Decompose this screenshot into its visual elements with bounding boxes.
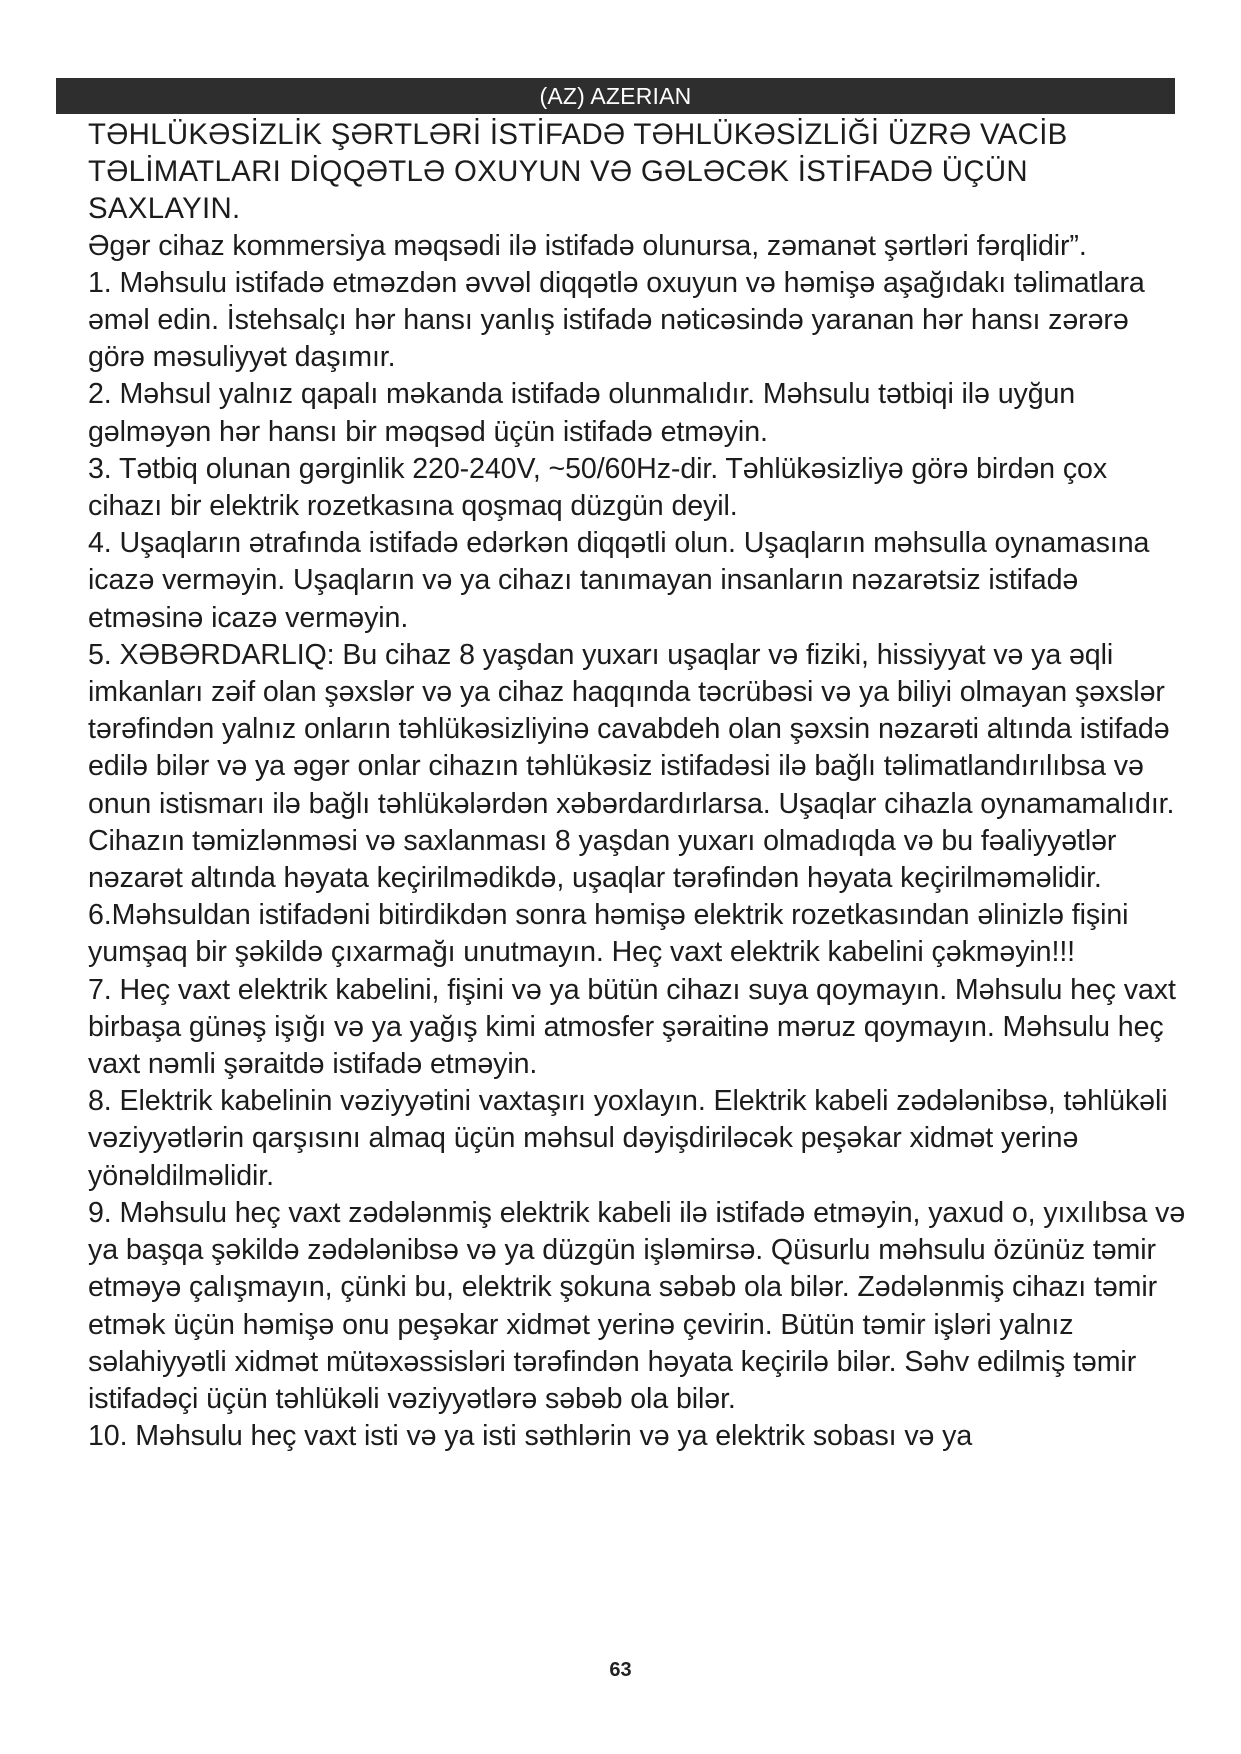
paragraph-item-8: 8. Elektrik kabelinin vəziyyətini vaxtaşırı yoxlayın. Elektrik kabeli zədələnibsə, təhlükəli vəziyyətlərin qarşısını almaq üçün məhsul dəyişdiriləcək peşəkar xidmət yerinə yönəldilməlidir. bbox=[88, 1085, 1168, 1192]
page-number: 63 bbox=[609, 1659, 632, 1681]
document-body bbox=[88, 116, 1188, 1455]
paragraph-item-10: 10. Məhsulu heç vaxt isti və ya isti səthlərin və ya elektrik sobası və ya bbox=[88, 1420, 973, 1453]
paragraph-item-1: 1. Məhsulu istifadə etməzdən əvvəl diqqətlə oxuyun və həmişə aşağıdakı təlimatlara əməl edin. İstehsalçı hər hansı yanlış istifadə nəticəsində yaranan hər hansı zərərə görə məsuliyyət daşımır. bbox=[88, 266, 1145, 374]
paragraph-item-5: 5. XƏBƏRDARLIQ: Bu cihaz 8 yaşdan yuxarı uşaqlar və fiziki, hissiyyat və ya əqli imkanları zəif olan şəxslər və ya cihaz haqqında təcrübəsi və ya biliyi olmayan şəxslər tərəfindən yalnız onların təhlükəsizliyinə cavabdeh olan şəxsin nəzarəti altında istifadə edilə bilər və ya əgər onlar cihazın təhlükəsiz istifadəsi ilə bağlı təlimatlandırılıbsa və onun istismarı ilə bağlı təhlükələrdən xəbərdardırlarsa. Uşaqlar cihazla oynamamalıdır. Cihazın təmizlənməsi və saxlanması 8 yaşdan yuxarı olmadıqda və bu fəaliyyətlər nəzarət altında həyata keçirilmədikdə, uşaqlar tərəfindən həyata keçirilməməlidir. bbox=[88, 638, 1175, 895]
paragraph-item-3: 3. Tətbiq olunan gərginlik 220-240V, ~50/60Hz-dir. Təhlükəsizliyə görə birdən çox cihazı bir elektrik rozetkasına qoşmaq düzgün deyil. bbox=[88, 452, 1108, 523]
paragraph-item-9: 9. Məhsulu heç vaxt zədələnmiş elektrik kabeli ilə istifadə etməyin, yaxud o, yıxılıbsa və ya başqa şəkildə zədələnibsə və ya düzgün işləmirsə. Qüsurlu məhsulu özünüz təmir etməyə çalışmayın, çünki bu, elektrik şokuna səbəb ola bilər. Zədələnmiş cihazı təmir etmək üçün həmişə onu peşəkar xidmət yerinə çevirin. Bütün təmir işləri yalnız səlahiyyətli xidmət mütəxəssisləri tərəfindən həyata keçirilə bilər. Səhv edilmiş təmir istifadəçi üçün təhlükəli vəziyyətlərə səbəb ola bilər. bbox=[88, 1196, 1186, 1415]
language-header-bar bbox=[56, 78, 1175, 114]
language-label: (AZ) AZERIAN bbox=[539, 83, 692, 109]
safety-title: TƏHLÜKƏSİZLİK ŞƏRTLƏRİ İSTİFADƏ TƏHLÜKƏSİZLİĞİ ÜZRƏ VACİB TƏLİMATLARI DİQQƏTLƏ OXUYUN VƏ GƏLƏCƏK İSTİFADƏ ÜÇÜN SAXLAYIN. bbox=[88, 118, 1068, 226]
paragraph-item-2: 2. Məhsul yalnız qapalı məkanda istifadə olunmalıdır. Məhsulu tətbiqi ilə uyğun gəlməyən hər hansı bir məqsəd üçün istifadə etməyin. bbox=[88, 378, 1076, 448]
paragraph-item-7: 7. Heç vaxt elektrik kabelini, fişini və ya bütün cihazı suya qoymayın. Məhsulu heç vaxt birbaşa günəş işığı və ya yağış kimi atmosfer şəraitinə məruz qoymayın. Məhsulu heç vaxt nəmli şəraitdə istifadə etməyin. bbox=[88, 973, 1176, 1081]
paragraph-item-4: 4. Uşaqların ətrafında istifadə edərkən diqqətli olun. Uşaqların məhsulla oynamasına icazə verməyin. Uşaqların və ya cihazı tanımayan insanların nəzarətsiz istifadə etməsinə icazə verməyin. bbox=[88, 527, 1150, 634]
paragraph-commercial-use: Əgər cihaz kommersiya məqsədi ilə istifadə olunursa, zəmanət şərtləri fərqlidir”. bbox=[88, 229, 1087, 262]
paragraph-item-6: 6.Məhsuldan istifadəni bitirdikdən sonra həmişə elektrik rozetkasından əlinizlə fişini yumşaq bir şəkildə çıxarmağı unutmayın. Heç vaxt elektrik kabelini çəkməyin!!! bbox=[88, 899, 1129, 969]
